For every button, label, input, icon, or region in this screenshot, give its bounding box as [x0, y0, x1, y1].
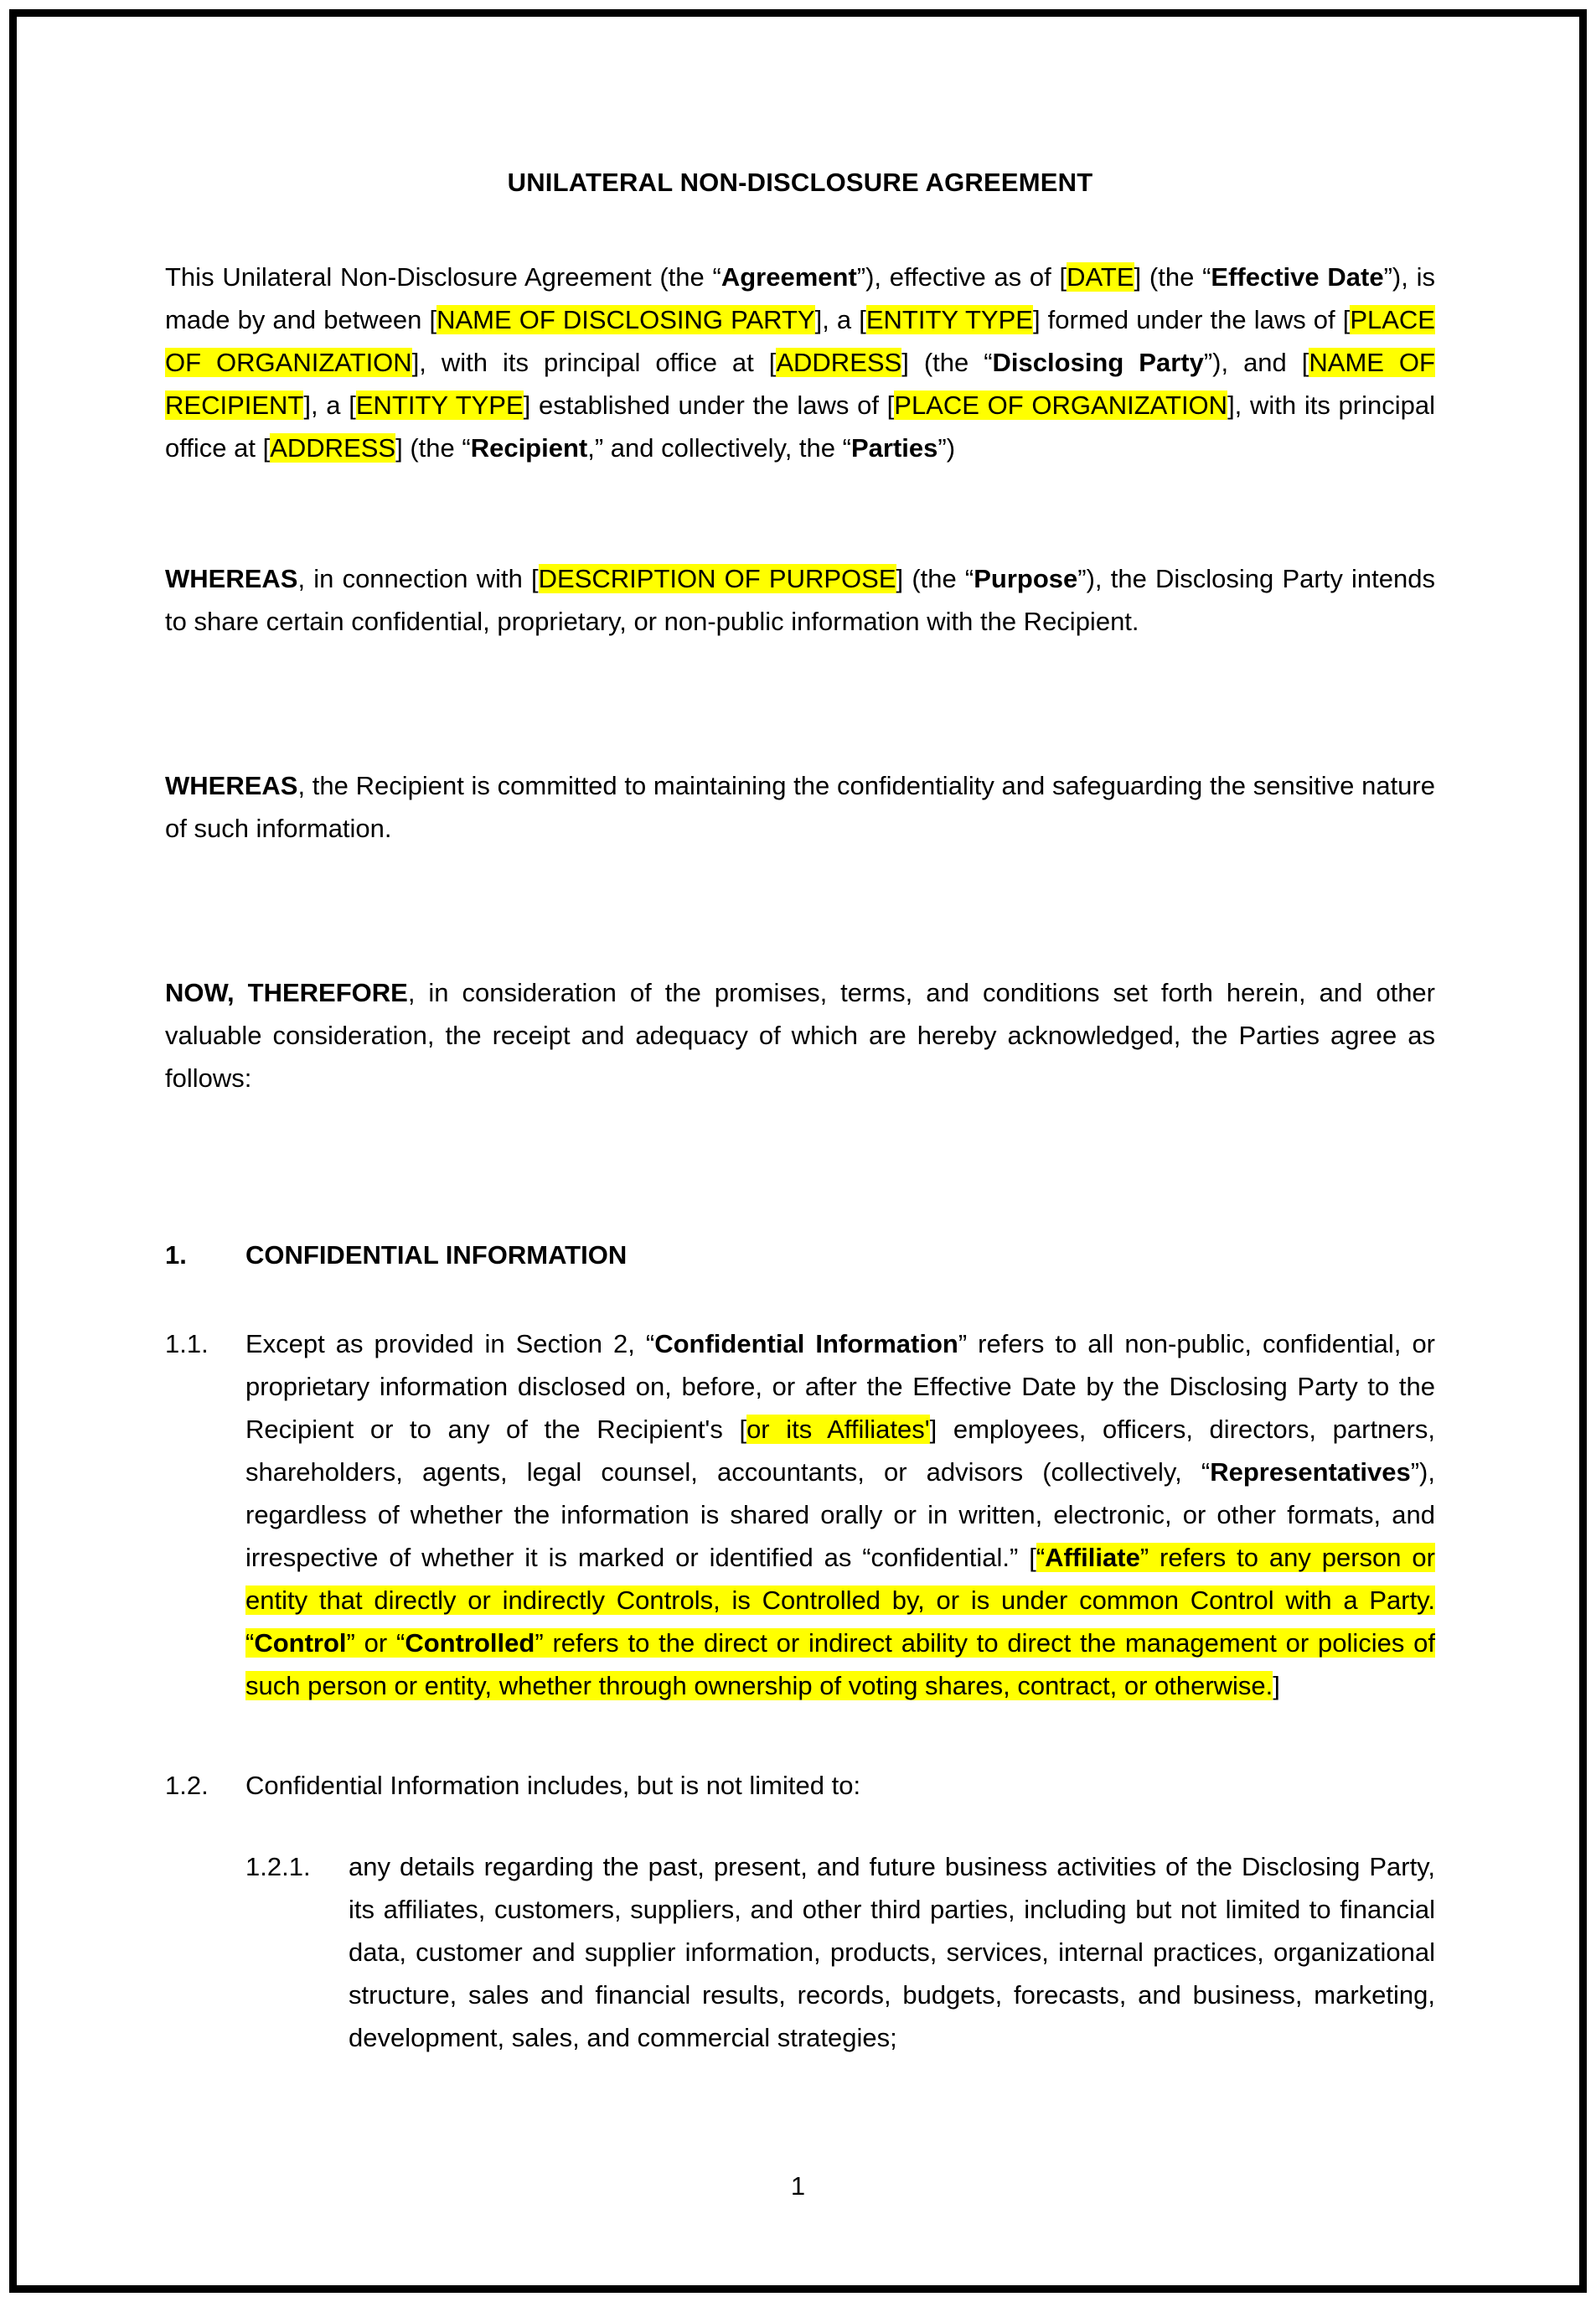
bold-text-run: Recipient [470, 433, 588, 463]
highlighted-placeholder: ” refers to the direct or indirect ability to direct the management or policies of such person or entity, whether through ownership of voting shares, contract, or otherwise. [245, 1628, 1435, 1700]
whereas-confidentiality-paragraph [165, 764, 1435, 850]
text-run: , in consideration of the promises, terms, and conditions set forth herein, and other valuable consideration, the receipt and adequacy of which are hereby acknowledged, the Parties agree as follows: [165, 978, 1435, 1093]
bold-text-run: Representatives [1210, 1457, 1411, 1487]
highlighted-placeholder: DESCRIPTION OF PURPOSE [538, 564, 896, 593]
text-run: ], a [ [814, 305, 866, 334]
bold-text-run: WHEREAS [165, 771, 298, 800]
text-run: , in connection with [ [297, 564, 539, 593]
text-run: ] established under the laws of [ [523, 391, 895, 420]
text-run: ] formed under the laws of [ [1032, 305, 1351, 334]
text-run: ] (the “ [395, 433, 471, 463]
text-run: ”), and [ [1203, 348, 1309, 377]
text-run: ], with its principal office at [ [411, 348, 777, 377]
text-run: ”), the Disclosing Party intends to share certain confidential, proprietary, or non-public information with the Recipient. [165, 564, 1435, 636]
whereas-purpose-paragraph [165, 557, 1435, 643]
clause-1-2-1-number: 1.2.1. [245, 1852, 311, 1881]
text-run: ”), effective as of [ [856, 262, 1067, 292]
bold-text-run: Confidential Information [654, 1329, 958, 1358]
clause-1-2-1-text [349, 1845, 1435, 2059]
highlighted-placeholder: Control [254, 1628, 347, 1658]
document-title: UNILATERAL NON-DISCLOSURE AGREEMENT [507, 168, 1093, 197]
clause-1-2-number: 1.2. [165, 1771, 209, 1800]
clause-1-1 [165, 1322, 1435, 1707]
text-run: Except as provided in Section 2, “ [245, 1329, 655, 1358]
document-body [165, 161, 1435, 2059]
highlighted-placeholder: Controlled [405, 1628, 535, 1658]
highlighted-placeholder: ENTITY TYPE [355, 391, 524, 420]
page-number: 1 [790, 2171, 806, 2201]
clause-1-1-number: 1.1. [165, 1329, 209, 1358]
highlighted-placeholder: or its Affiliates' [746, 1415, 930, 1444]
highlighted-placeholder: PLACE OF ORGANIZATION [165, 305, 1435, 377]
text-run: ] [1273, 1671, 1280, 1700]
highlighted-placeholder: “ [1036, 1543, 1046, 1572]
bold-text-run: Disclosing Party [992, 348, 1204, 377]
highlighted-placeholder: ADDRESS [270, 433, 396, 463]
section-1-number: 1. [165, 1240, 187, 1270]
bold-text-run: Parties [850, 433, 938, 463]
text-run: ” refers to all non-public, confidential, or proprietary information disclosed on, before, or after the Effective Date by the Disclosing Party to the Recipient or to any of the Recipient's [ [245, 1329, 1436, 1444]
text-run: Confidential Information includes, but is not limited to: [245, 1771, 861, 1800]
bold-text-run: Effective Date [1211, 262, 1384, 292]
highlighted-placeholder: ” refers to any person or entity that directly or indirectly Controls, is Controlled by, or is under common Control with a Party. “ [245, 1543, 1435, 1658]
highlighted-placeholder: Affiliate [1045, 1543, 1140, 1572]
text-run: ”), is made by and between [ [165, 262, 1435, 334]
highlighted-placeholder: NAME OF DISCLOSING PARTY [436, 305, 815, 334]
text-run: ] employees, officers, directors, partners, shareholders, agents, legal counsel, accountants, or advisors (collectively, “ [245, 1415, 1435, 1487]
highlighted-placeholder: ” or “ [346, 1628, 405, 1658]
clause-1-2-1 [245, 1845, 1435, 2059]
text-run: ], a [ [303, 391, 356, 420]
text-run: This Unilateral Non-Disclosure Agreement (the “ [165, 262, 721, 292]
bold-text-run: WHEREAS [165, 564, 298, 593]
bold-text-run: Agreement [721, 262, 857, 292]
bold-text-run: NOW, THEREFORE [165, 978, 408, 1007]
highlighted-placeholder: ADDRESS [776, 348, 902, 377]
section-1-heading [165, 1234, 1435, 1276]
text-run: ,” and collectively, the “ [587, 433, 851, 463]
clause-1-2-text [245, 1764, 1435, 1807]
highlighted-placeholder: ENTITY TYPE [865, 305, 1033, 334]
highlighted-placeholder: NAME OF RECIPIENT [165, 348, 1435, 420]
clause-1-1-text [245, 1322, 1435, 1707]
text-run: ] (the “ [901, 348, 993, 377]
text-run: ] (the “ [1134, 262, 1211, 292]
clause-1-2 [165, 1764, 1435, 1807]
bold-text-run: Purpose [974, 564, 1078, 593]
text-run: ”), regardless of whether the information is shared orally or in written, electronic, or other formats, and irrespective of whether it is marked or identified as “confidential.” [ [245, 1457, 1435, 1572]
section-1-title: CONFIDENTIAL INFORMATION [245, 1240, 628, 1270]
text-run: ”) [937, 433, 956, 463]
intro-paragraph [165, 256, 1435, 469]
text-run: ], with its principal office at [ [165, 391, 1436, 463]
highlighted-placeholder: PLACE OF ORGANIZATION [894, 391, 1228, 420]
text-run: , the Recipient is committed to maintaining the confidentiality and safeguarding the sensitive nature of such information. [165, 771, 1435, 843]
highlighted-placeholder: DATE [1067, 262, 1134, 292]
now-therefore-paragraph [165, 971, 1435, 1099]
text-run: ] (the “ [896, 564, 974, 593]
text-run: any details regarding the past, present, and future business activities of the Disclosing Party, its affiliates, customers, suppliers, and other third parties, including but not limited to financial data, customer and supplier information, products, services, internal practices, organizational structure, sales and financial results, records, budgets, forecasts, and business, marketing, development, sales, and commercial strategies; [349, 1852, 1435, 2052]
